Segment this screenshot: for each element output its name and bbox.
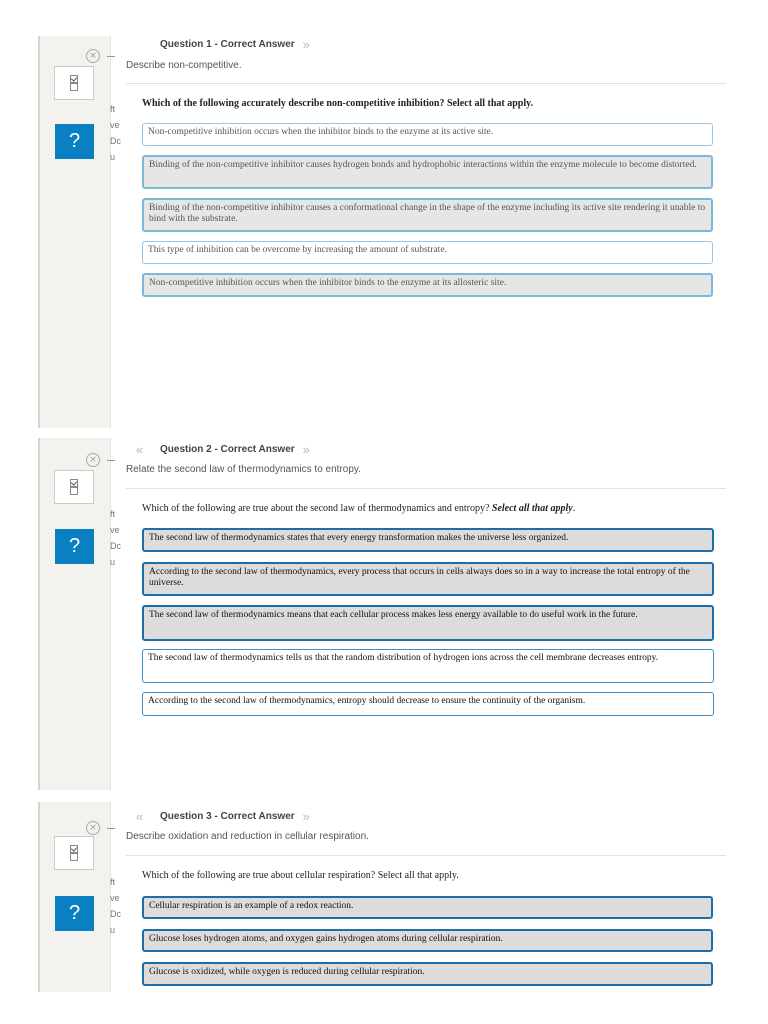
answer-option[interactable]: Glucose loses hydrogen atoms, and oxygen gains hydrogen atoms during cellular respiration.	[142, 929, 713, 952]
sidebar-text-fragments	[110, 101, 122, 165]
answer-option[interactable]: This type of inhibition can be overcome by increasing the amount of substrate.	[142, 241, 713, 264]
answer-option[interactable]: Glucose is oxidized, while oxygen is reduced during cellular respiration.	[142, 962, 713, 986]
answer-option[interactable]: According to the second law of thermodynamics, entropy should decrease to ensure the continuity of the organism.	[142, 692, 714, 716]
sidebar-fragment: u	[110, 152, 116, 162]
next-question-icon[interactable]: »	[302, 36, 307, 52]
answer-option[interactable]: The second law of thermodynamics means that each cellular process makes less energy available to do useful work in the future.	[142, 605, 714, 641]
checklist-icon[interactable]	[54, 836, 94, 870]
next-question-icon[interactable]: »	[302, 808, 307, 824]
divider	[126, 855, 726, 856]
question-text-main: Which of the following are true about the second law of thermodynamics and entropy?	[142, 503, 492, 514]
sidebar	[38, 36, 121, 428]
question-title: Question 1 - Correct Answer	[160, 38, 295, 50]
close-icon[interactable]: ×	[86, 49, 100, 63]
close-icon[interactable]: ×	[86, 453, 100, 467]
question-text: Which of the following accurately describe non-competitive inhibition? Select all that apply.	[142, 98, 534, 109]
sidebar-fragment: u	[110, 925, 116, 935]
divider	[126, 83, 726, 84]
sidebar-fragment: ve	[110, 525, 120, 535]
sidebar-fragment: Dc	[110, 136, 121, 146]
checklist-icon[interactable]	[54, 470, 94, 504]
question-title: Question 2 - Correct Answer	[160, 443, 295, 455]
divider	[126, 488, 726, 489]
sidebar-fragment: u	[110, 557, 116, 567]
prev-question-icon[interactable]: «	[136, 808, 141, 824]
question-nav	[136, 36, 321, 52]
sidebar-fragment: Dc	[110, 909, 121, 919]
sidebar	[38, 802, 121, 992]
question-nav	[136, 808, 321, 824]
sidebar-fragment: ft	[110, 104, 116, 114]
answer-option[interactable]: Binding of the non-competitive inhibitor causes hydrogen bonds and hydrophobic interactions within the enzyme molecule to become distorted.	[142, 155, 713, 189]
prev-question-icon[interactable]: «	[136, 441, 141, 457]
answer-option[interactable]: According to the second law of thermodynamics, every process that occurs in cells always does so in a way to increase the total entropy of the universe.	[142, 562, 714, 596]
sidebar-fragment: ft	[110, 509, 116, 519]
sidebar-text-fragments	[110, 506, 122, 570]
sidebar-fragment: Dc	[110, 541, 121, 551]
answer-option[interactable]: Binding of the non-competitive inhibitor causes a conformational change in the shape of the enzyme including its active site rendering it unable to bind with the substrate.	[142, 198, 713, 232]
question-subtitle: Describe oxidation and reduction in cellular respiration.	[126, 831, 369, 842]
sidebar	[38, 438, 121, 790]
question-title: Question 3 - Correct Answer	[160, 810, 295, 822]
help-button[interactable]: ?	[55, 529, 94, 564]
answer-option[interactable]: Cellular respiration is an example of a redox reaction.	[142, 896, 713, 919]
question-subtitle: Describe non-competitive.	[126, 60, 242, 71]
close-icon[interactable]: ×	[86, 821, 100, 835]
answer-option[interactable]: The second law of thermodynamics tells us that the random distribution of hydrogen ions across the cell membrane decreases entropy.	[142, 649, 714, 683]
question-text	[142, 503, 575, 514]
sidebar-fragment: ve	[110, 120, 120, 130]
divider-dash	[107, 828, 115, 829]
answer-option[interactable]: Non-competitive inhibition occurs when the inhibitor binds to the enzyme at its active site.	[142, 123, 713, 146]
next-question-icon[interactable]: »	[302, 441, 307, 457]
divider-dash	[107, 460, 115, 461]
answer-option[interactable]: Non-competitive inhibition occurs when the inhibitor binds to the enzyme at its allosteric site.	[142, 273, 713, 297]
question-text: Which of the following are true about cellular respiration? Select all that apply.	[142, 870, 459, 881]
sidebar-fragment: ft	[110, 877, 116, 887]
help-button[interactable]: ?	[55, 896, 94, 931]
help-button[interactable]: ?	[55, 124, 94, 159]
question-text-end: .	[572, 503, 576, 514]
divider-dash	[107, 56, 115, 57]
question-subtitle: Relate the second law of thermodynamics to entropy.	[126, 464, 361, 475]
question-emphasis: Select all that apply	[491, 503, 573, 514]
sidebar-text-fragments	[110, 874, 122, 938]
answer-option[interactable]: The second law of thermodynamics states that every energy transformation makes the universe less organized.	[142, 528, 714, 552]
sidebar-fragment: ve	[110, 893, 120, 903]
question-nav	[136, 441, 321, 457]
checklist-icon[interactable]	[54, 66, 94, 100]
